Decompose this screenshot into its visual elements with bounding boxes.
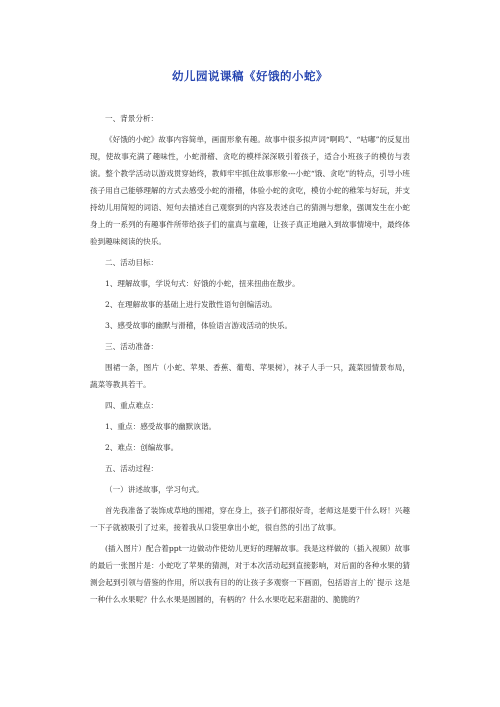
list-item: 2、在理解故事的基础上进行发散性语句创编活动。 bbox=[105, 300, 277, 309]
body-paragraph: 首先我准备了装饰成草地的围裙，穿在身上，孩子们都很好奇，老师这是要干什么呀！兴趣一下子就被吸引了过来，接着我从口袋里拿出小蛇，很自然的引出了故事。 bbox=[90, 506, 410, 532]
list-item: 2、难点：创编故事。 bbox=[105, 443, 179, 452]
list-item: 3、感受故事的幽默与滑稽，体验语言游戏活动的快乐。 bbox=[105, 321, 293, 330]
section-heading: 四、重点难点： bbox=[105, 401, 159, 410]
list-item: （一）讲述故事，学习句式。 bbox=[105, 485, 204, 494]
section-heading: 二、活动目标： bbox=[105, 258, 159, 267]
body-paragraph: (插入图片）配合着ppt一边做动作使幼儿更好的理解故事。我是这样做的（插入视频）故事的最后一张图片是：小蛇吃了苹果的猜测，对于本次活动起到直接影响，对后面的各种水果的猜测会起到引领与借鉴的作用，所以我有目的的让孩子多观察一下画面，包括语言上的`提示 这是一种什么水果呢？什么水果是圆圆的，有柄的？什么水果吃起来甜甜的、脆脆的？ bbox=[90, 544, 410, 604]
list-item: 1、重点：感受故事的幽默诙谐。 bbox=[105, 422, 217, 431]
section-heading: 五、活动过程： bbox=[105, 464, 159, 473]
section-heading: 三、活动准备： bbox=[105, 342, 159, 351]
document-title: 幼儿园说课稿《好饿的小蛇》 bbox=[172, 69, 328, 83]
section-heading: 一、背景分析： bbox=[105, 114, 159, 123]
list-item: 1、理解故事，学说句式：好饿的小蛇，扭来扭曲在散步。 bbox=[105, 279, 300, 288]
body-paragraph: 《好饿的小蛇》故事内容简单，画面形象有趣。故事中很多拟声词“啊呜”、“咕嘟”的反复出现，使故事充满了趣味性，小蛇滑稽、贪吃的模样深深吸引着孩子，适合小班孩子的模仿与表演。整个教学活动以游戏贯穿始终，教师牢牢抓住故事形象---小蛇“饿、贪吃”的特点，引导小班孩子用自己能够理解的方式去感受小蛇的滑稽，体验小蛇的贪吃，模仿小蛇的稚笨与好玩，并支持幼儿用简短的词语、短句去描述自己观察到的内容及表述自己的猜测与想象，强调发生在小蛇身上的一系列的有趣事件所带给孩子们的童真与童趣，让孩子真正地融入到故事情境中，最终体验到趣味阅读的快乐。 bbox=[90, 135, 410, 246]
document-body bbox=[90, 110, 410, 612]
body-paragraph: 围裙一条，图片（小蛇、苹果、香蕉、葡萄、苹果树），袜子人手一只，蔬菜园情景布局，蔬菜等教具若干。 bbox=[90, 363, 410, 389]
